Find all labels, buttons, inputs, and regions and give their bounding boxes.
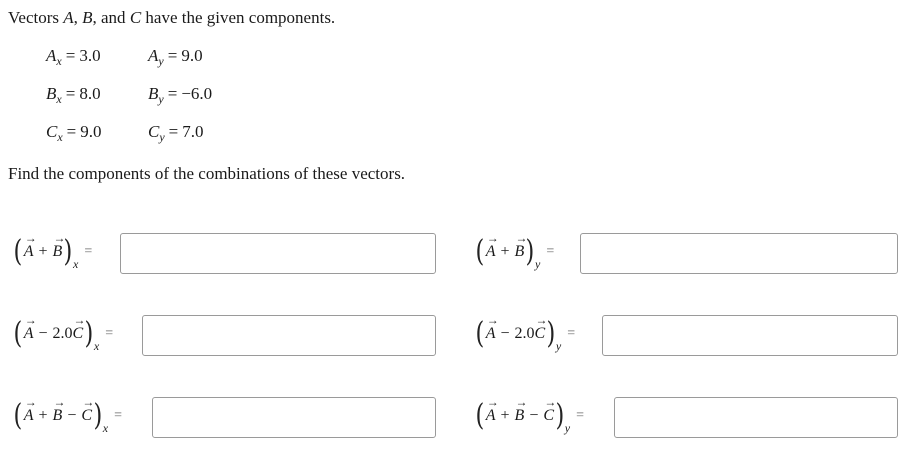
- component-cx-value: 9.0: [80, 122, 102, 141]
- problem-intro: [8, 8, 335, 28]
- component-cy: $C_y = 7.0$: [148, 122, 204, 144]
- expr-a-plus-b-minus-c-x: ( → A + → B − → C ) x =: [12, 401, 122, 431]
- answer-a-plus-b-minus-c-x-input[interactable]: [152, 397, 436, 438]
- expr-a-minus-2c-y: ( → A − 2.0 → C ) y =: [474, 319, 575, 349]
- answer-a-minus-2c-x-input[interactable]: [142, 315, 436, 356]
- answer-a-minus-2c-y-input[interactable]: [602, 315, 898, 356]
- vector-c-name: C: [129, 8, 142, 27]
- expr-a-plus-b-y: ( → A + → B ) y =: [474, 237, 554, 267]
- component-bx-value: 8.0: [79, 84, 101, 103]
- component-ax-value: 3.0: [79, 46, 101, 65]
- component-cy-value: 7.0: [182, 122, 204, 141]
- component-ax: $A_x = 3.0$: [46, 46, 101, 68]
- expr-a-plus-b-minus-c-y: ( → A + → B − → C ) y =: [474, 401, 584, 431]
- component-cx: $C_x = 9.0$: [46, 122, 102, 144]
- component-bx: $B_x = 8.0$: [46, 84, 101, 106]
- answer-a-plus-b-minus-c-y-input[interactable]: [614, 397, 898, 438]
- expr-a-plus-b-x: ( → A + → B ) x =: [12, 237, 92, 267]
- expr-a-minus-2c-x: ( → A − 2.0 → C ) x =: [12, 319, 113, 349]
- component-by-value: −6.0: [181, 84, 213, 103]
- vector-a-name: A: [63, 8, 74, 27]
- component-by: $B_y = -6.0$: [148, 84, 213, 106]
- intro-suffix: have the given components.: [141, 8, 336, 27]
- component-ay: $A_y = 9.0$: [148, 46, 203, 68]
- component-ay-value: 9.0: [181, 46, 203, 65]
- answer-a-plus-b-x-input[interactable]: [120, 233, 436, 274]
- answer-a-plus-b-y-input[interactable]: [580, 233, 898, 274]
- instruction-text: Find the components of the combinations of these vectors.: [8, 164, 406, 183]
- intro-sep-2: , and: [92, 8, 130, 27]
- vector-b-name: B: [82, 8, 93, 27]
- intro-sep-1: ,: [73, 8, 83, 27]
- intro-prefix: Vectors: [8, 8, 64, 27]
